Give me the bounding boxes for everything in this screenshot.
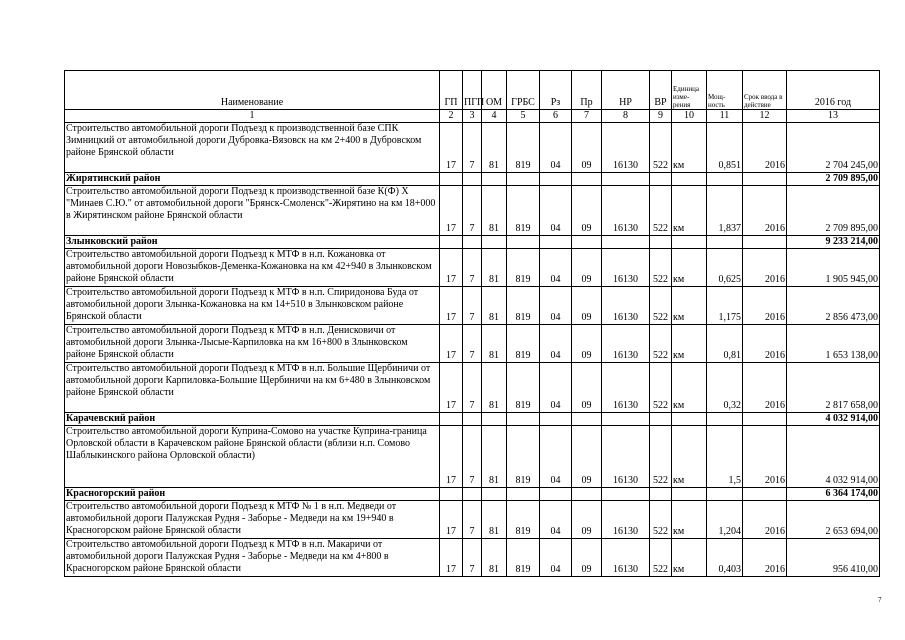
- cell-grbs: 819: [507, 426, 540, 488]
- cell-gp: 17: [440, 363, 463, 413]
- empty-cell: [707, 173, 743, 186]
- column-number: 6: [540, 110, 572, 123]
- empty-cell: [482, 236, 507, 249]
- empty-cell: [540, 488, 572, 501]
- project-name: Строительство автомобильной дороги Подъезд к производственной базе СПК Зимницкий от автомобильной дороги Дубровка-Вязовск на км 2+400 в Дубровском районе Брянской области: [65, 123, 440, 173]
- district-name: Карачевский район: [65, 413, 440, 426]
- budget-table: [64, 70, 880, 577]
- cell-pgp: 7: [463, 287, 482, 325]
- empty-cell: [482, 173, 507, 186]
- project-name: Строительство автомобильной дороги Подъезд к МТФ № 1 в н.п. Медведи от автомобильной дороги Палужская Рудня - Заборье - Медведи на км 19+940 в Красногорском районе Брянской области: [65, 501, 440, 539]
- header-deadline: Срок ввода в действие: [743, 71, 787, 110]
- empty-cell: [572, 173, 602, 186]
- header-name: Наименование: [65, 71, 440, 110]
- empty-cell: [650, 413, 672, 426]
- cell-deadline: 2016: [743, 426, 787, 488]
- cell-capacity: 1,837: [707, 186, 743, 236]
- cell-nr: 16130: [602, 186, 650, 236]
- cell-deadline: 2016: [743, 186, 787, 236]
- header-capacity: Мощ-ность: [707, 71, 743, 110]
- table-row: [65, 501, 880, 539]
- empty-cell: [440, 236, 463, 249]
- cell-grbs: 819: [507, 325, 540, 363]
- empty-cell: [743, 413, 787, 426]
- cell-deadline: 2016: [743, 363, 787, 413]
- cell-pr: 09: [572, 287, 602, 325]
- cell-pr: 09: [572, 123, 602, 173]
- table-row: [65, 325, 880, 363]
- cell-gp: 17: [440, 287, 463, 325]
- empty-cell: [507, 173, 540, 186]
- cell-vr: 522: [650, 287, 672, 325]
- header-gp: ГП: [440, 71, 463, 110]
- column-number: 12: [743, 110, 787, 123]
- column-number: 1: [65, 110, 440, 123]
- district-row: [65, 488, 880, 501]
- cell-deadline: 2016: [743, 123, 787, 173]
- header-nr: НР: [602, 71, 650, 110]
- empty-cell: [743, 173, 787, 186]
- empty-cell: [650, 488, 672, 501]
- cell-om: 81: [482, 363, 507, 413]
- cell-om: 81: [482, 186, 507, 236]
- cell-pr: 09: [572, 501, 602, 539]
- cell-rz: 04: [540, 249, 572, 287]
- column-number: 11: [707, 110, 743, 123]
- cell-om: 81: [482, 287, 507, 325]
- cell-amount: 2 709 895,00: [787, 186, 880, 236]
- header-unit: Единица изме-рения: [672, 71, 707, 110]
- cell-rz: 04: [540, 325, 572, 363]
- cell-grbs: 819: [507, 249, 540, 287]
- cell-gp: 17: [440, 249, 463, 287]
- empty-cell: [602, 488, 650, 501]
- cell-rz: 04: [540, 426, 572, 488]
- cell-unit: км: [672, 186, 707, 236]
- cell-gp: 17: [440, 123, 463, 173]
- cell-unit: км: [672, 539, 707, 577]
- empty-cell: [672, 488, 707, 501]
- cell-om: 81: [482, 539, 507, 577]
- empty-cell: [440, 413, 463, 426]
- cell-gp: 17: [440, 325, 463, 363]
- cell-pgp: 7: [463, 249, 482, 287]
- empty-cell: [482, 488, 507, 501]
- cell-amount: 2 704 245,00: [787, 123, 880, 173]
- table-row: [65, 186, 880, 236]
- page-number: 7: [878, 596, 882, 604]
- cell-rz: 04: [540, 539, 572, 577]
- cell-vr: 522: [650, 426, 672, 488]
- cell-capacity: 0,403: [707, 539, 743, 577]
- cell-grbs: 819: [507, 501, 540, 539]
- district-row: [65, 413, 880, 426]
- table-row: [65, 123, 880, 173]
- cell-deadline: 2016: [743, 287, 787, 325]
- column-number: 7: [572, 110, 602, 123]
- column-number: 9: [650, 110, 672, 123]
- empty-cell: [743, 236, 787, 249]
- column-number: 3: [463, 110, 482, 123]
- project-name: Строительство автомобильной дороги Подъезд к МТФ в н.п. Большие Щербиничи от автомобильной дороги Карпиловка-Большие Щербиничи на км 6+480 в Злынковском районе Брянской области: [65, 363, 440, 413]
- cell-gp: 17: [440, 539, 463, 577]
- empty-cell: [463, 488, 482, 501]
- cell-capacity: 1,175: [707, 287, 743, 325]
- cell-amount: 2 856 473,00: [787, 287, 880, 325]
- header-rz: Рз: [540, 71, 572, 110]
- cell-deadline: 2016: [743, 325, 787, 363]
- cell-vr: 522: [650, 325, 672, 363]
- cell-capacity: 1,204: [707, 501, 743, 539]
- cell-amount: 1 905 945,00: [787, 249, 880, 287]
- cell-nr: 16130: [602, 363, 650, 413]
- empty-cell: [540, 173, 572, 186]
- cell-pgp: 7: [463, 539, 482, 577]
- column-number: 2: [440, 110, 463, 123]
- project-name: Строительство автомобильной дороги Куприна-Сомово на участке Куприна-граница Орловской области в Карачевском районе Брянской области (вблизи н.п. Сомово Шаблыкинского района Орловской области): [65, 426, 440, 488]
- cell-nr: 16130: [602, 287, 650, 325]
- empty-cell: [507, 413, 540, 426]
- district-name: Жирятинский район: [65, 173, 440, 186]
- header-year: 2016 год: [787, 71, 880, 110]
- cell-unit: км: [672, 249, 707, 287]
- column-number: 10: [672, 110, 707, 123]
- empty-cell: [707, 236, 743, 249]
- cell-vr: 522: [650, 363, 672, 413]
- cell-capacity: 0,81: [707, 325, 743, 363]
- column-number: 4: [482, 110, 507, 123]
- cell-grbs: 819: [507, 287, 540, 325]
- cell-capacity: 0,851: [707, 123, 743, 173]
- cell-vr: 522: [650, 186, 672, 236]
- empty-cell: [440, 488, 463, 501]
- cell-grbs: 819: [507, 123, 540, 173]
- district-total: 4 032 914,00: [787, 413, 880, 426]
- cell-pr: 09: [572, 249, 602, 287]
- cell-om: 81: [482, 501, 507, 539]
- cell-gp: 17: [440, 426, 463, 488]
- empty-cell: [707, 488, 743, 501]
- cell-om: 81: [482, 325, 507, 363]
- cell-rz: 04: [540, 363, 572, 413]
- cell-gp: 17: [440, 501, 463, 539]
- cell-rz: 04: [540, 123, 572, 173]
- header-vr: ВР: [650, 71, 672, 110]
- cell-pgp: 7: [463, 426, 482, 488]
- empty-cell: [650, 236, 672, 249]
- cell-pr: 09: [572, 539, 602, 577]
- cell-nr: 16130: [602, 539, 650, 577]
- empty-cell: [743, 488, 787, 501]
- cell-deadline: 2016: [743, 501, 787, 539]
- empty-cell: [463, 236, 482, 249]
- cell-grbs: 819: [507, 186, 540, 236]
- table-row: [65, 363, 880, 413]
- project-name: Строительство автомобильной дороги Подъезд к производственной базе К(Ф) Х "Минаев С.Ю." от автомобильной дороги "Брянск-Смоленск"-Жирятино на км 18+000 в Жирятинском районе Брянской области: [65, 186, 440, 236]
- cell-pr: 09: [572, 325, 602, 363]
- cell-grbs: 819: [507, 363, 540, 413]
- table-body: [65, 71, 880, 577]
- district-row: [65, 236, 880, 249]
- cell-amount: 956 410,00: [787, 539, 880, 577]
- cell-pgp: 7: [463, 123, 482, 173]
- empty-cell: [463, 173, 482, 186]
- project-name: Строительство автомобильной дороги Подъезд к МТФ в н.п. Денисковичи от автомобильной дороги Злынка-Лысые-Карпиловка на км 16+800 в Злынковском районе Брянской области: [65, 325, 440, 363]
- column-number: 13: [787, 110, 880, 123]
- cell-nr: 16130: [602, 426, 650, 488]
- empty-cell: [572, 488, 602, 501]
- header-om: ОМ: [482, 71, 507, 110]
- cell-amount: 1 653 138,00: [787, 325, 880, 363]
- empty-cell: [507, 488, 540, 501]
- cell-grbs: 819: [507, 539, 540, 577]
- empty-cell: [482, 413, 507, 426]
- empty-cell: [507, 236, 540, 249]
- empty-cell: [463, 413, 482, 426]
- header-grbs: ГРБС: [507, 71, 540, 110]
- table-row: [65, 287, 880, 325]
- cell-om: 81: [482, 249, 507, 287]
- cell-unit: км: [672, 123, 707, 173]
- cell-amount: 4 032 914,00: [787, 426, 880, 488]
- district-name: Красногорский район: [65, 488, 440, 501]
- column-number-row: [65, 110, 880, 123]
- cell-amount: 2 653 694,00: [787, 501, 880, 539]
- cell-capacity: 0,625: [707, 249, 743, 287]
- empty-cell: [602, 173, 650, 186]
- district-name: Злынковский район: [65, 236, 440, 249]
- column-number: 8: [602, 110, 650, 123]
- empty-cell: [672, 413, 707, 426]
- empty-cell: [672, 173, 707, 186]
- cell-pgp: 7: [463, 363, 482, 413]
- cell-vr: 522: [650, 123, 672, 173]
- cell-om: 81: [482, 123, 507, 173]
- district-row: [65, 173, 880, 186]
- cell-rz: 04: [540, 287, 572, 325]
- district-total: 9 233 214,00: [787, 236, 880, 249]
- district-total: 2 709 895,00: [787, 173, 880, 186]
- project-name: Строительство автомобильной дороги Подъезд к МТФ в н.п. Кожановка от автомобильной дороги Новозыбков-Деменка-Кожановка на км 42+940 в Злынковском районе Брянской области: [65, 249, 440, 287]
- cell-rz: 04: [540, 186, 572, 236]
- header-pgp: ПГП: [463, 71, 482, 110]
- empty-cell: [602, 413, 650, 426]
- cell-rz: 04: [540, 501, 572, 539]
- header-row: [65, 71, 880, 110]
- cell-pgp: 7: [463, 325, 482, 363]
- cell-amount: 2 817 658,00: [787, 363, 880, 413]
- header-pr: Пр: [572, 71, 602, 110]
- cell-unit: км: [672, 325, 707, 363]
- cell-vr: 522: [650, 249, 672, 287]
- empty-cell: [672, 236, 707, 249]
- empty-cell: [572, 413, 602, 426]
- empty-cell: [572, 236, 602, 249]
- cell-pgp: 7: [463, 501, 482, 539]
- project-name: Строительство автомобильной дороги Подъезд к МТФ в н.п. Спиридонова Буда от автомобильной дороги Злынка-Кожановка на км 14+510 в Злынковском районе Брянской области: [65, 287, 440, 325]
- cell-vr: 522: [650, 539, 672, 577]
- cell-gp: 17: [440, 186, 463, 236]
- cell-unit: км: [672, 501, 707, 539]
- empty-cell: [707, 413, 743, 426]
- table-row: [65, 249, 880, 287]
- cell-unit: км: [672, 426, 707, 488]
- project-name: Строительство автомобильной дороги Подъезд к МТФ в н.п. Макаричи от автомобильной дороги Палужская Рудня - Заборье - Медведи на км 4+800 в Красногорском районе Брянской области: [65, 539, 440, 577]
- empty-cell: [440, 173, 463, 186]
- cell-nr: 16130: [602, 249, 650, 287]
- cell-vr: 522: [650, 501, 672, 539]
- cell-capacity: 1,5: [707, 426, 743, 488]
- empty-cell: [540, 413, 572, 426]
- cell-om: 81: [482, 426, 507, 488]
- cell-pr: 09: [572, 186, 602, 236]
- table-row: [65, 426, 880, 488]
- cell-pr: 09: [572, 426, 602, 488]
- cell-pr: 09: [572, 363, 602, 413]
- cell-unit: км: [672, 287, 707, 325]
- empty-cell: [650, 173, 672, 186]
- cell-unit: км: [672, 363, 707, 413]
- empty-cell: [540, 236, 572, 249]
- cell-capacity: 0,32: [707, 363, 743, 413]
- cell-deadline: 2016: [743, 539, 787, 577]
- cell-nr: 16130: [602, 501, 650, 539]
- cell-deadline: 2016: [743, 249, 787, 287]
- empty-cell: [602, 236, 650, 249]
- table-row: [65, 539, 880, 577]
- column-number: 5: [507, 110, 540, 123]
- cell-nr: 16130: [602, 325, 650, 363]
- district-total: 6 364 174,00: [787, 488, 880, 501]
- cell-pgp: 7: [463, 186, 482, 236]
- cell-nr: 16130: [602, 123, 650, 173]
